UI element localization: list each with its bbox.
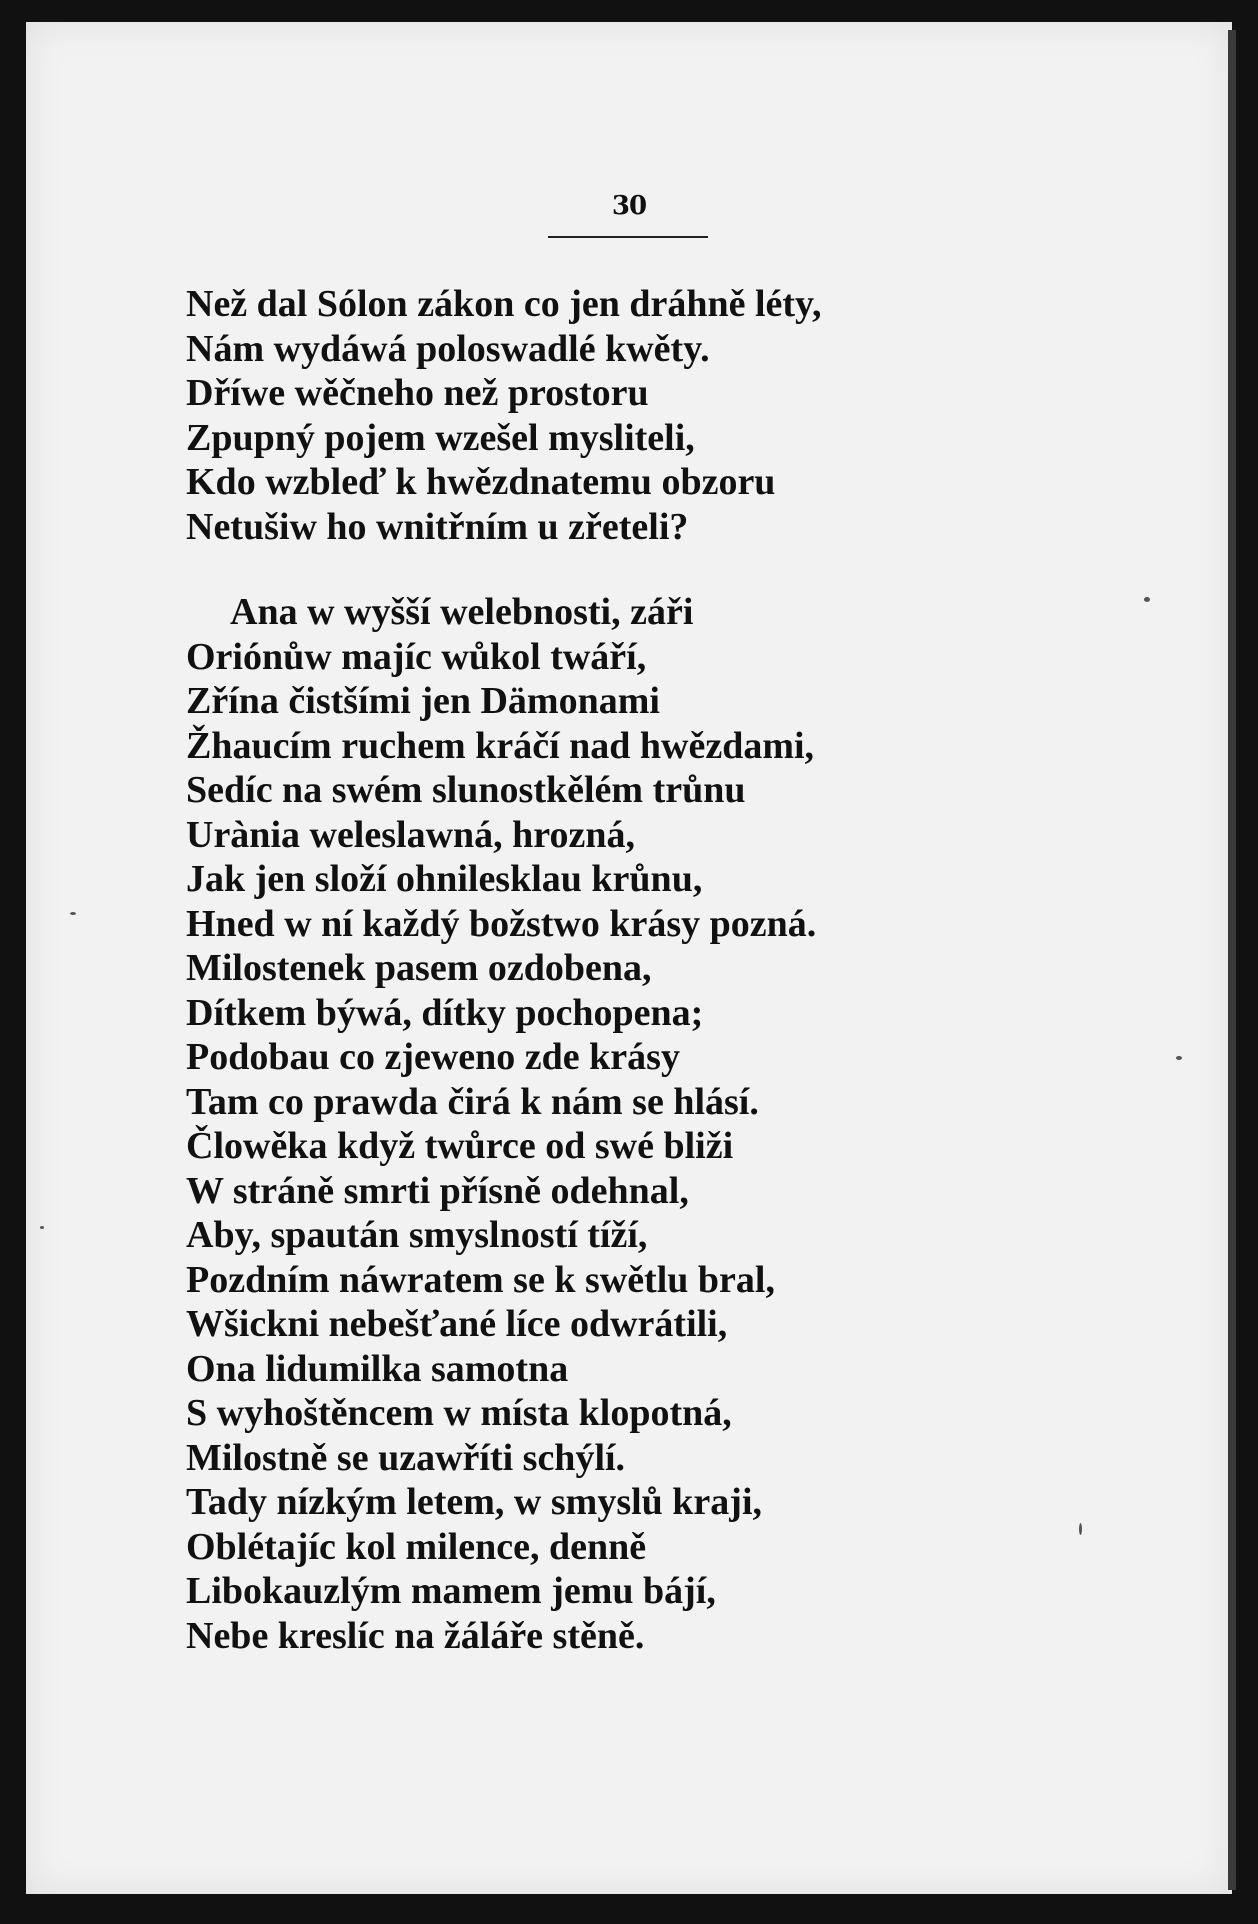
scan-speck [1176, 1056, 1182, 1060]
verse-line: W stráně smrti přísně odehnal, [186, 1169, 689, 1212]
verse-line: Než dal Sólon zákon co jen dráhně léty, [186, 283, 822, 325]
verse-line: Milostenek pasem ozdobena, [186, 947, 652, 989]
verse-line: Ona lidumilka samotna [186, 1347, 569, 1390]
verse-line: Podobau co zjeweno zde krásy [186, 1036, 680, 1078]
verse-line: Ana w wyšší welebnosti, záři [230, 591, 694, 633]
verse-line: Netušiw ho wnitřním u zřeteli? [186, 505, 689, 548]
stanza-2 [186, 590, 816, 1658]
verse-line: Dítkem býwá, dítky pochopena; [186, 991, 704, 1034]
verse-line: Pozdním náwratem se k swětlu bral, [186, 1258, 775, 1301]
verse-line: Jak jen složí ohnilesklau krůnu, [186, 858, 703, 900]
scan-speck [1079, 1523, 1082, 1535]
verse-line: Urània weleslawná, hrozná, [186, 813, 635, 856]
verse-line: Nebe kreslíc na žáláře stěně. [186, 1614, 645, 1657]
verse-line: Oriónůw majíc wůkol twáří, [186, 635, 647, 678]
stanza-1 [186, 282, 821, 549]
verse-line: Tady nízkým letem, w smyslů kraji, [186, 1481, 763, 1523]
verse-line: Sedíc na swém slunostkělém trůnu [186, 769, 746, 811]
verse-line: Tam co prawda čirá k nám se hlásí. [186, 1080, 759, 1123]
verse-line: Nám wydáwá poloswadlé kwěty. [186, 327, 710, 370]
verse-line: Zpupný pojem wzešel mysliteli, [186, 416, 695, 459]
page-edge-shadow [1228, 30, 1236, 1890]
verse-line: Wšickni nebešťané líce odwrátili, [186, 1303, 728, 1345]
scan-speck [70, 912, 76, 915]
verse-line: Aby, spaután smyslností tíží, [186, 1214, 648, 1256]
verse-line: Milostně se uzawříti schýlí. [186, 1436, 626, 1479]
scan-speck [40, 1226, 44, 1229]
scan-speck [1144, 597, 1150, 602]
verse-line: Dříwe wěčneho než prostoru [186, 372, 649, 414]
page-number-rule [548, 236, 708, 238]
verse-line: S wyhoštěncem w místa klopotná, [186, 1392, 732, 1434]
verse-line: Hned w ní každý božstwo krásy pozná. [186, 902, 817, 945]
verse-line: Člowěka když twůrce od swé bliži [186, 1125, 734, 1167]
verse-line: Zřína čistšími jen Dämonami [186, 680, 660, 722]
verse-line: Kdo wzbleď k hwězdnatemu obzoru [186, 461, 776, 503]
verse-line: Libokauzlým mamem jemu bájí, [186, 1570, 716, 1612]
verse-line: Žhaucím ruchem kráčí nad hwězdami, [186, 724, 815, 767]
page-number: 30 [611, 191, 647, 221]
verse-line: Oblétajíc kol milence, denně [186, 1525, 647, 1568]
